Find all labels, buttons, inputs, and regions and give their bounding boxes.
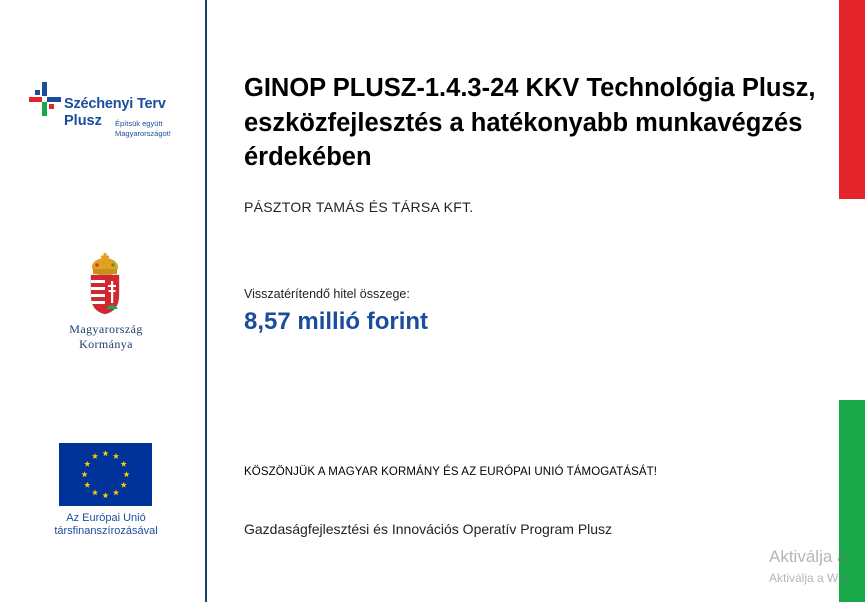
szechenyi-tagline [115, 119, 171, 139]
windows-activation-watermark-text: Aktiválja a Win [769, 571, 848, 585]
eu-text-line-2: társfinanszírozásával [54, 525, 158, 537]
thanks-text: KÖSZÖNJÜK A MAGYAR KORMÁNY ÉS AZ EURÓPAI UNIÓ TÁMOGATÁSÁT! [244, 466, 658, 478]
sidebar-divider [205, 0, 207, 602]
program-name: Gazdaságfejlesztési és Innovációs Operatív Program Plusz [244, 521, 613, 537]
szechenyi-tagline-2: Magyarországot! [115, 129, 171, 138]
hungary-coat-of-arms-icon [88, 253, 122, 315]
szechenyi-title: Széchenyi Terv [64, 96, 166, 112]
government-name [50, 322, 162, 352]
szechenyi-cross-icon [29, 82, 61, 116]
windows-activation-watermark-title: Aktiválja a [769, 547, 847, 566]
szechenyi-plus: Plusz [64, 113, 102, 129]
project-title: GINOP PLUSZ-1.4.3-24 KKV Technológia Plusz, eszközfejlesztés a hatékonyabb munkavégzés érdekében [244, 74, 816, 171]
loan-amount-label: Visszatérítendő hitel összege: [244, 287, 410, 301]
eu-text-line-1: Az Európai Unió [66, 512, 146, 524]
loan-amount-value: 8,57 millió forint [244, 308, 429, 335]
szechenyi-terv-logo [29, 82, 199, 142]
flag-stripe-red [839, 0, 865, 199]
government-name-line-2: Kormánya [79, 337, 133, 351]
eu-flag-icon [59, 443, 152, 506]
szechenyi-tagline-1: Építsük együtt [115, 119, 163, 128]
company-name: PÁSZTOR TAMÁS ÉS TÁRSA KFT. [244, 199, 474, 215]
eu-cofinancing-text [22, 512, 190, 538]
government-name-line-1: Magyarország [69, 322, 143, 336]
